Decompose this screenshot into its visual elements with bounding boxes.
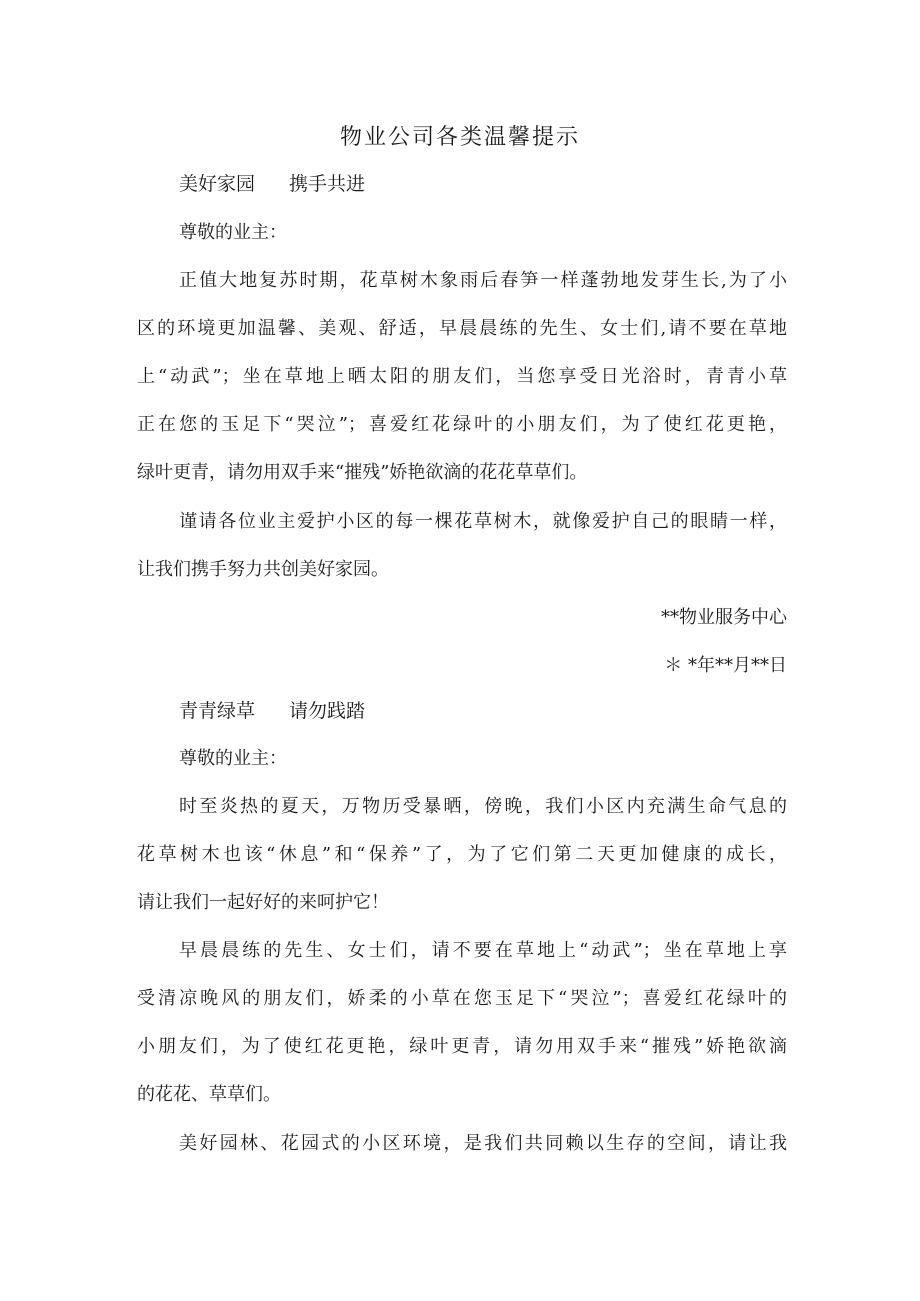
notice1-date: ＊ *年**月**日 <box>664 655 787 676</box>
notice2-para3-line: 美好园林、花园式的小区环境，是我们共同赖以生存的空间，请让我 <box>179 1133 787 1154</box>
notice1-para2-line: 谨请各位业主爱护小区的每一棵花草树木，就像爱护自己的眼睛一样， <box>179 511 787 532</box>
notice1-para1-line: 区的环境更加温馨、美观、舒适，早晨晨练的先生、女士们,请不要在草地 <box>137 318 787 339</box>
notice2-salutation: 尊敬的业主： <box>179 748 287 769</box>
notice1-heading-part-b: 携手共进 <box>289 173 366 195</box>
notice2-heading-part-b: 请勿践踏 <box>289 700 366 722</box>
notice1-signature: **物业服务中心 <box>661 607 787 628</box>
notice1-salutation: 尊敬的业主： <box>179 222 287 243</box>
notice2-para2-line: 受清凉晚风的朋友们，娇柔的小草在您玉足下“哭泣”；喜爱红花绿叶的 <box>137 988 787 1009</box>
notice1-para1-line: 上“动武”；坐在草地上晒太阳的朋友们，当您享受日光浴时，青青小草 <box>137 366 787 387</box>
notice2-heading <box>179 697 829 725</box>
notice1-para1-line: 正值大地复苏时期，花草树木象雨后春笋一样蓬勃地发芽生长,为了小 <box>179 270 787 291</box>
notice2-para2-line: 小朋友们，为了使红花更艳，绿叶更青，请勿用双手来“摧残”娇艳欲滴 <box>137 1036 787 1057</box>
notice2-para1-line: 时至炎热的夏天，万物历受暴晒，傍晚，我们小区内充满生命气息的 <box>179 796 787 817</box>
notice1-para1-line: 正在您的玉足下“哭泣”；喜爱红花绿叶的小朋友们，为了使红花更艳， <box>137 414 787 435</box>
notice1-para1-line: 绿叶更青，请勿用双手来“摧残”娇艳欲滴的花花草草们。 <box>137 462 588 483</box>
notice2-para2-line: 早晨晨练的先生、女士们，请不要在草地上“动武”；坐在草地上享 <box>179 940 787 961</box>
notice2-para1-line: 请让我们一起好好的来呵护它！ <box>137 892 389 913</box>
notice1-para2-line: 让我们携手努力共创美好家园。 <box>137 559 389 580</box>
notice2-heading-part-a: 青青绿草 <box>179 700 256 722</box>
notice1-heading <box>179 170 829 198</box>
notice2-para2-line: 的花花、草草们。 <box>137 1084 281 1105</box>
document-title: 物业公司各类温馨提示 <box>339 125 580 150</box>
notice1-heading-part-a: 美好家园 <box>179 173 256 195</box>
notice2-para1-line: 花草树木也该“休息”和“保养”了，为了它们第二天更加健康的成长， <box>137 844 787 865</box>
